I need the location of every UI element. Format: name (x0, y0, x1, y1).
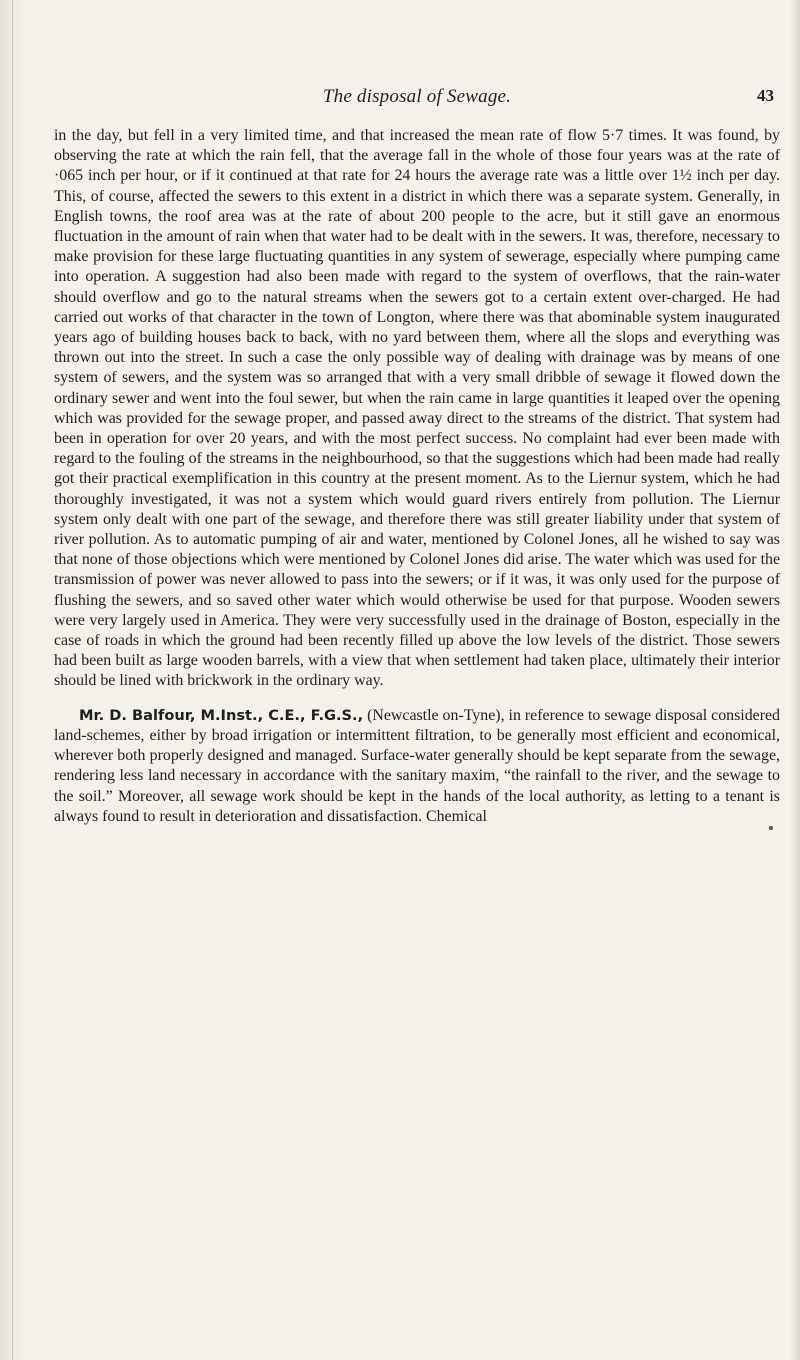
page-edge-shadow (790, 0, 800, 1360)
body-text (54, 126, 780, 827)
running-title: The disposal of Sewage. (322, 86, 512, 107)
page-header (54, 86, 780, 112)
paragraph-2-text: (Newcastle on-Tyne), in reference to sewage disposal considered land-schemes, either by broad irrigation or intermittent filtration, to be generally most efficient and economical, wherever both properly designed and managed. Surface-water generally should be kept separate from the sewage, rendering less land necessary in accordance with the sanitary maxim, “the rainfall to the river, and the sewage to the soil.” Moreover, all sewage work should be kept in the hands of the local authority, as letting to a tenant is always found to result in deterioration and dissatisfaction. Chemical (54, 706, 780, 825)
paragraph-2 (54, 706, 780, 827)
speaker-name: Mr. D. Balfour, M.Inst., C.E., F.G.S., (79, 706, 364, 724)
binding-line (12, 0, 13, 1360)
page-binding-shadow (0, 0, 26, 1360)
paragraph-1: in the day, but fell in a very limited time, and that increased the mean rate of flow 5·7 times. It was found, by observing the rate at which the rain fell, that the average fall in the whole of those four years was at the rate of ·065 inch per hour, or if it continued at that rate for 24 hours the average rate was a little over 1½ inch per day. This, of course, affected the sewers to this extent in a district in which there was a separate system. Generally, in English towns, the roof area was at the rate of about 200 people to the acre, but it still gave an enormous fluctuation in the amount of rain when that water had to be dealt with in the sewers. It was, therefore, necessary to make provision for these large fluctuating quantities in any system of sewerage, especially where pumping came into operation. A suggestion had also been made with regard to the system of overflows, that the rain-water should overflow and go to the natural streams when the sewers got to a certain extent over-charged. He had carried out works of that character in the town of Longton, where there was that abominable system inaugurated years ago of building houses back to back, with no yard between them, where all the slops and everything was thrown out into the street. In such a case the only possible way of dealing with drainage was by means of one system of sewers, and the system was so arranged that with a very small dribble of sewage it flowed down the ordinary sewer and went into the foul sewer, but when the rain came in large quantities it leaped over the opening which was provided for the sewage proper, and passed away direct to the streams of the district. That system had been in operation for over 20 years, and with the most perfect success. No complaint had ever been made with regard to the fouling of the streams in the neighbourhood, so that the suggestions which had been made had really got their practical exemplification in this country at the present moment. As to the Liernur system, which he had thoroughly investigated, it was not a system which would guard rivers entirely from pollution. The Liernur system only dealt with one part of the sewage, and therefore there was still greater liability under that system of river pollution. As to automatic pumping of air and water, mentioned by Colonel Jones, all he wished to say was that none of those objections which were mentioned by Colonel Jones did arise. The water which was used for the transmission of power was never allowed to pass into the sewers; or if it was, it was only used for the purpose of flushing the sewers, and so saved other water which would otherwise be used for that purpose. Wooden sewers were very largely used in America. They were very successfully used in the drainage of Boston, especially in the case of roads in which the ground had been recently filled up above the low levels of the district. Those sewers had been built as large wooden barrels, with a view that when settlement had taken place, ultimately their interior should be lined with brickwork in the ordinary way. (54, 127, 780, 690)
margin-speck (769, 826, 773, 830)
page-number: 43 (757, 86, 774, 105)
